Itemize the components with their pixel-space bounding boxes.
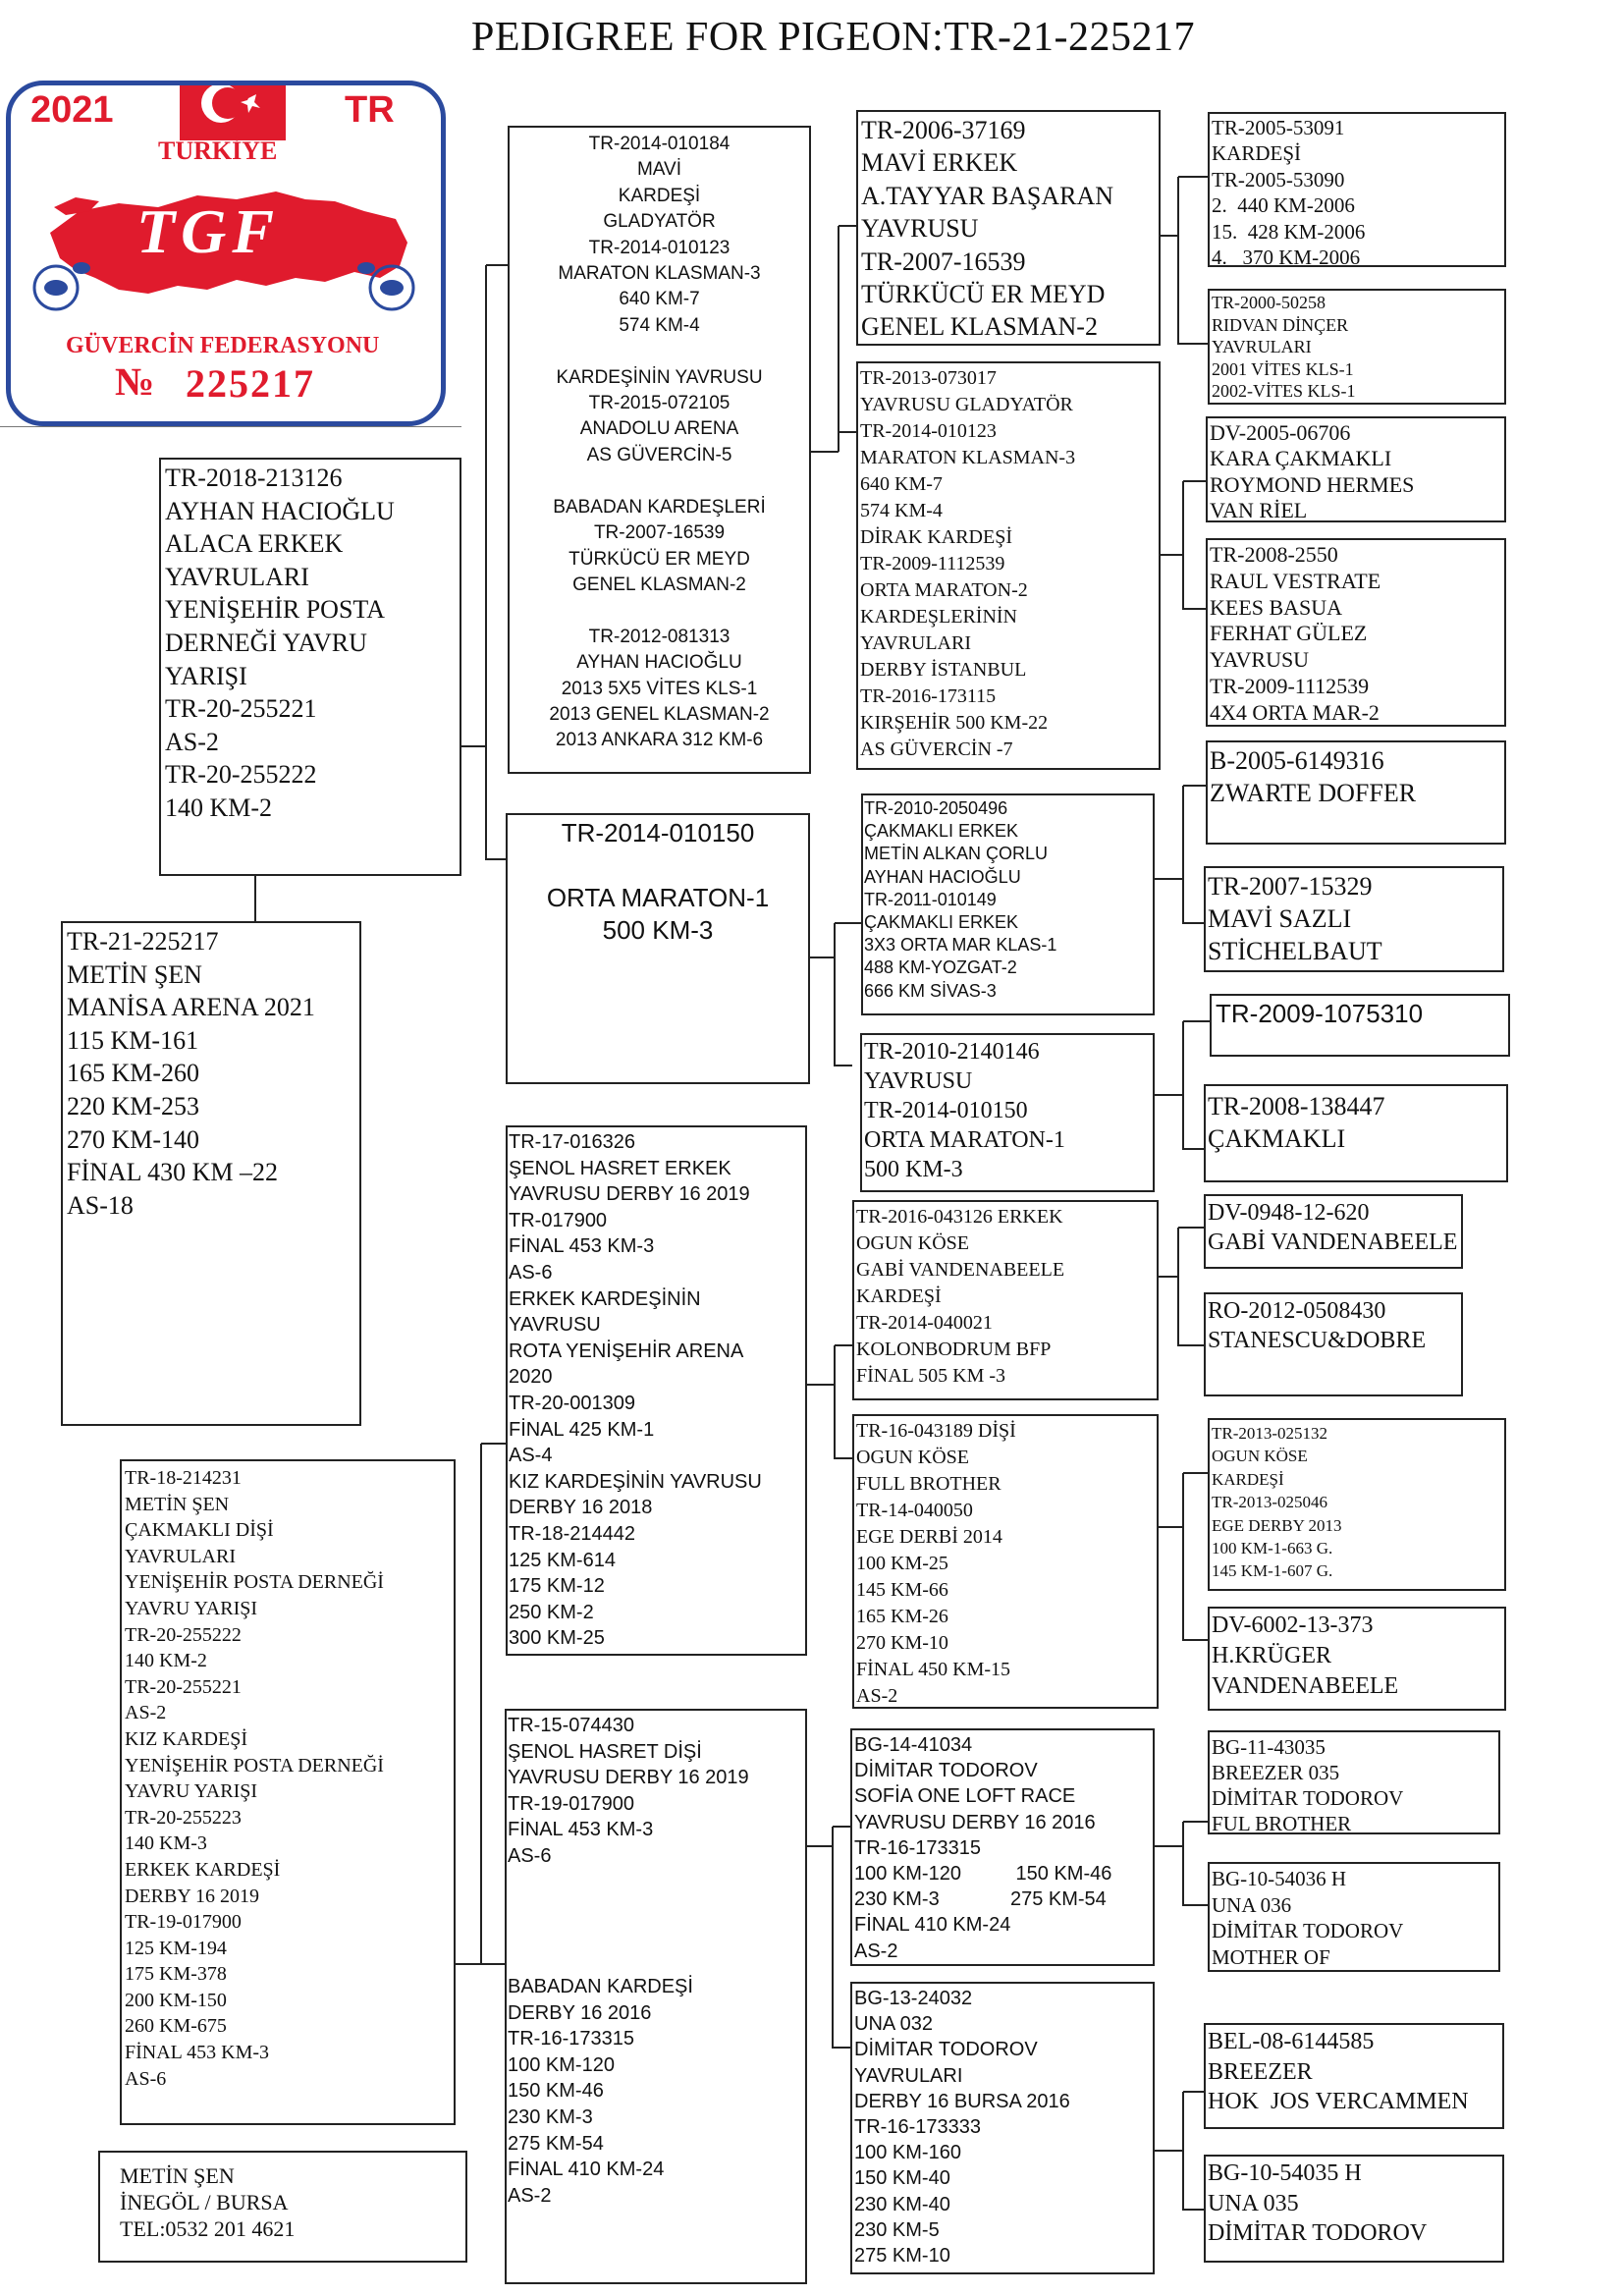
pedigree-line: 230 KM-3	[508, 2105, 593, 2128]
pedigree-line: YAVRU YARIŞI	[125, 1780, 258, 1803]
pedigree-line: DV-6002-13-373	[1212, 1613, 1374, 1638]
pedigree-line: TR-2008-2550	[1210, 542, 1338, 567]
pedigree-line: BREEZER 035	[1212, 1761, 1340, 1784]
pedigree-line: AS-6	[509, 1261, 553, 1284]
pedigree-line: DERBY 16 2019	[125, 1885, 260, 1907]
pedigree-line: DİMİTAR TODOROV	[1212, 1919, 1404, 1943]
pedigree-line: FİNAL 430 KM –22	[67, 1158, 278, 1187]
pedigree-line: TR-2005-53091	[1212, 116, 1345, 139]
pedigree-line: TR-2014-040021	[856, 1312, 993, 1334]
pedigree-line: KARA ÇAKMAKLI	[1210, 446, 1392, 471]
pedigree-line: MARATON KLASMAN-3	[860, 447, 1076, 468]
pedigree-line: RAUL VESTRATE	[1210, 568, 1381, 593]
pedigree-line	[508, 1947, 804, 1974]
pedigree-line: 140 KM-2	[125, 1650, 207, 1672]
pedigree-line: FERHAT GÜLEZ	[1210, 621, 1368, 646]
pedigree-line: 2013 GENEL KLASMAN-2	[549, 703, 770, 725]
pedigree-line: STANESCU&DOBRE	[1208, 1328, 1427, 1353]
pedigree-line: AS-2	[165, 727, 219, 756]
pedigree-line: 175 KM-378	[125, 1963, 227, 1986]
pedigree-line: TR-2009-1075310	[1216, 999, 1424, 1028]
pedigree-line: UNA 035	[1208, 2190, 1299, 2216]
pedigree-line: KIZ KARDEŞİNİN YAVRUSU	[509, 1470, 762, 1493]
pedigree-line: GENEL KLASMAN-2	[861, 312, 1098, 342]
pedigree-line: FİNAL 453 KM-3	[508, 1819, 654, 1841]
pedigree-line: YAVRUSU	[1210, 647, 1310, 673]
pedigree-line: ŞENOL HASRET ERKEK	[509, 1157, 731, 1179]
pedigree-line: 100 KM-120 150 KM-46	[854, 1863, 1112, 1886]
pedigree-line	[512, 339, 807, 364]
pedigree-line: METİN ŞEN	[67, 959, 202, 989]
pedigree-line: 220 KM-253	[67, 1091, 200, 1121]
pedigree-line: EGE DERBY 2013	[1212, 1515, 1342, 1535]
dds-box	[850, 1728, 1155, 1966]
pedigree-line: DİMİTAR TODOROV	[854, 2039, 1038, 2061]
pedigree-line: ORTA MARATON-2	[860, 579, 1028, 601]
g5-box	[1206, 740, 1506, 845]
pedigree-line: AS-2	[508, 2184, 552, 2207]
pedigree-line: TR-2007-15329	[1208, 872, 1373, 901]
pedigree-line: DERBY 16 2018	[509, 1497, 653, 1519]
sss-box	[856, 110, 1161, 346]
pedigree-line: 3X3 ORTA MAR KLAS-1	[864, 935, 1057, 956]
pedigree-line: H.KRÜGER	[1212, 1643, 1332, 1668]
dsd-box	[852, 1414, 1159, 1709]
pedigree-line: 260 KM-675	[125, 2015, 227, 2038]
g16-box	[1204, 2155, 1504, 2263]
pedigree-line: 2. 440 KM-2006	[1212, 193, 1355, 218]
pedigree-line: FİNAL 453 KM-3	[125, 2042, 270, 2064]
pedigree-line: 275 KM-54	[508, 2132, 604, 2155]
pedigree-line: TR-21-225217	[67, 927, 219, 956]
pedigree-line: KARDEŞİ	[618, 185, 701, 206]
pedigree-line	[512, 598, 807, 624]
pigeon-box	[61, 921, 361, 1426]
g1-box	[1208, 112, 1506, 267]
pedigree-line: GABİ VANDENABEELE	[1208, 1230, 1458, 1255]
pedigree-line: TR-2010-2140146	[864, 1039, 1040, 1065]
pedigree-line: FİNAL 410 KM-24	[854, 1914, 1011, 1937]
pedigree-line: ÇAKMAKLI DİŞİ	[125, 1519, 274, 1542]
sire-dam-box	[506, 813, 810, 1084]
pedigree-line: ALACA ERKEK	[165, 529, 344, 559]
sire-sire-box	[508, 126, 811, 774]
pedigree-line: ROYMOND HERMES	[1210, 471, 1415, 497]
pedigree-line: TR-17-016326	[509, 1131, 635, 1153]
pedigree-line: ZWARTE DOFFER	[1210, 779, 1417, 807]
pedigree-line: TR-017900	[509, 1209, 608, 1231]
pedigree-line: TR-20-255223	[125, 1806, 242, 1829]
pedigree-line: 4X4 ORTA MAR-2	[1210, 699, 1380, 725]
pedigree-line: 125 KM-614	[509, 1549, 616, 1571]
pedigree-line: KEES BASUA	[1210, 594, 1343, 620]
pedigree-line: TR-2016-043126 ERKEK	[856, 1206, 1063, 1228]
pedigree-line: FİNAL 410 KM-24	[508, 2159, 665, 2181]
pedigree-line: ORTA MARATON-1	[864, 1127, 1065, 1153]
pedigree-line: TR-16-173315	[854, 1836, 981, 1859]
pedigree-line: TR-2014-010123	[860, 420, 997, 442]
pedigree-line: 2001 VİTES KLS-1	[1212, 358, 1354, 379]
pedigree-line: 666 KM SİVAS-3	[864, 980, 997, 1001]
pedigree-line: AS-6	[125, 2067, 167, 2090]
pedigree-line: A.TAYYAR BAŞARAN	[861, 181, 1114, 210]
pedigree-line: ERKEK KARDEŞİNİN	[509, 1287, 701, 1310]
pedigree-line: 4. 370 KM-2006	[1212, 246, 1361, 267]
logo-country: TÜRKİYE	[158, 137, 278, 165]
sds-box	[861, 793, 1155, 1015]
pedigree-line: MARATON KLASMAN-3	[558, 263, 761, 285]
g6-box	[1204, 866, 1504, 972]
pedigree-line: KARDEŞİ	[1212, 141, 1302, 166]
ddd-box	[850, 1982, 1155, 2274]
pedigree-line: 300 KM-25	[509, 1627, 605, 1650]
logo-number-sign: №	[115, 359, 155, 404]
pedigree-line: MOTHER OF	[1212, 1944, 1330, 1969]
pedigree-line: TR-19-017900	[125, 1911, 242, 1934]
pedigree-line: YAVRULARI	[125, 1545, 236, 1567]
pedigree-line: MAVİ	[636, 159, 682, 181]
pedigree-line: TR-2008-138447	[1208, 1092, 1385, 1121]
pedigree-line: KARDEŞİ	[1212, 1469, 1284, 1489]
pedigree-line: TR-2006-37169	[861, 116, 1026, 144]
pedigree-line: YAVRUSU DERBY 16 2016	[854, 1811, 1096, 1833]
dam-box	[120, 1459, 456, 2125]
pedigree-line: 500 KM-3	[864, 1157, 963, 1182]
pedigree-line: AS GÜVERCİN -7	[860, 738, 1013, 760]
pedigree-line: SOFİA ONE LOFT RACE	[854, 1785, 1076, 1808]
pedigree-line: YAVRUSU	[864, 1068, 973, 1094]
dss-box	[852, 1200, 1159, 1400]
pedigree-line: KIRŞEHİR 500 KM-22	[860, 712, 1049, 734]
pedigree-line: TR-2007-16539	[861, 246, 1026, 276]
pedigree-line: 275 KM-10	[854, 2245, 950, 2268]
pedigree-line: TR-2007-16539	[593, 522, 726, 544]
pedigree-line: BG-11-43035	[1212, 1735, 1326, 1759]
pedigree-line: TR-2014-010150	[561, 818, 755, 847]
pedigree-line: 250 KM-2	[509, 1601, 594, 1623]
owner-phone: TEL:0532 201 4621	[120, 2216, 296, 2241]
pedigree-line: AS-2	[854, 1940, 898, 1962]
pedigree-line: BREEZER	[1208, 2058, 1313, 2085]
g3-box	[1206, 416, 1506, 522]
pedigree-line: YAVRUSU DERBY 16 2019	[508, 1767, 749, 1789]
sdd-box	[860, 1033, 1155, 1192]
pedigree-line: BG-13-24032	[854, 1988, 973, 2009]
pedigree-line: YAVRULARI	[860, 632, 971, 654]
pedigree-line: BABADAN KARDEŞLERİ	[553, 496, 766, 518]
pedigree-line: TR-20-255222	[125, 1623, 242, 1646]
pedigree-line: OGUN KÖSE	[1212, 1447, 1308, 1466]
pedigree-line: ÇAKMAKLI	[1208, 1124, 1346, 1153]
pedigree-line: FİNAL 505 KM -3	[856, 1365, 1006, 1387]
pedigree-line: TR-20-255221	[125, 1675, 242, 1698]
pedigree-line: MANİSA ARENA 2021	[67, 993, 315, 1022]
g12-box	[1208, 1607, 1506, 1711]
pedigree-line: TR-2013-025046	[1212, 1493, 1328, 1512]
g4-box	[1206, 538, 1506, 727]
logo-acronym: TGF	[136, 196, 280, 266]
pedigree-line: 2002-VİTES KLS-1	[1212, 381, 1356, 402]
g7-box	[1210, 994, 1510, 1057]
pedigree-line: ŞENOL HASRET DİŞİ	[508, 1740, 702, 1763]
pedigree-line	[508, 1922, 804, 1948]
pedigree-line: TÜRKÜCÜ ER MEYD	[568, 548, 750, 570]
pedigree-line: 270 KM-10	[856, 1632, 948, 1654]
pedigree-line: 145 KM-1-607 G.	[1212, 1561, 1333, 1581]
pedigree-line: KARDEŞİ	[856, 1285, 942, 1307]
pedigree-line: 145 KM-66	[856, 1579, 948, 1601]
pedigree-line: YAVRUSU	[509, 1314, 601, 1337]
pedigree-line: KOLONBODRUM BFP	[856, 1339, 1052, 1360]
pedigree-line: DERNEĞİ YAVRU	[165, 628, 367, 657]
pedigree-line: YAVRULARI	[165, 562, 309, 591]
pedigree-line: AYHAN HACIOĞLU	[864, 866, 1021, 887]
pedigree-line: VANDENABEELE	[1212, 1673, 1399, 1699]
pedigree-line: DİMİTAR TODOROV	[1208, 2220, 1428, 2247]
pedigree-line: FİNAL 450 KM-15	[856, 1659, 1011, 1680]
sire-box	[159, 458, 461, 876]
pedigree-line: TÜRKÜCÜ ER MEYD	[861, 280, 1106, 309]
pedigree-line: AYHAN HACIOĞLU	[165, 496, 395, 525]
pedigree-line: TR-15-074430	[508, 1715, 634, 1736]
pedigree-line: UNA 036	[1212, 1892, 1292, 1917]
pedigree-line: FUL BROTHER	[1212, 1812, 1352, 1834]
pedigree-line: 140 KM-2	[165, 793, 273, 822]
g15-box	[1204, 2023, 1504, 2129]
pedigree-line: FİNAL 425 KM-1	[509, 1418, 655, 1441]
pedigree-line: ROTA YENİŞEHİR ARENA	[509, 1339, 744, 1362]
pedigree-line: 230 KM-40	[854, 2193, 950, 2215]
pedigree-line	[508, 1895, 804, 1922]
pedigree-line: AS-4	[509, 1445, 553, 1467]
pedigree-line: 175 KM-12	[509, 1575, 605, 1598]
pedigree-line: DİMİTAR TODOROV	[854, 1760, 1038, 1782]
pedigree-line: 100 KM-1-663 G.	[1212, 1539, 1333, 1558]
pedigree-line: YAVRUSU GLADYATÖR	[860, 394, 1073, 415]
page-title: PEDIGREE FOR PIGEON:TR-21-225217	[471, 15, 1195, 60]
pedigree-line: YARIŞI	[165, 661, 247, 690]
logo-federation: GÜVERCİN FEDERASYONU	[66, 333, 380, 358]
g2-box	[1208, 289, 1506, 405]
pedigree-line: TR-2000-50258	[1212, 293, 1326, 312]
pedigree-line: FULL BROTHER	[856, 1473, 1001, 1495]
pedigree-line: 115 KM-161	[67, 1025, 199, 1055]
pedigree-line: YAVRU YARIŞI	[125, 1597, 258, 1619]
pedigree-line: YAVRULARI	[1212, 337, 1312, 357]
pedigree-line: HOK JOS VERCAMMEN	[1208, 2089, 1469, 2115]
pedigree-line: 574 KM-4	[860, 500, 943, 521]
pedigree-line: TR-20-001309	[509, 1392, 635, 1414]
pedigree-line	[512, 468, 807, 494]
pedigree-line: TR-18-214231	[125, 1467, 242, 1489]
pedigree-line: ORTA MARATON-1	[546, 883, 770, 912]
g13-box	[1208, 1730, 1500, 1834]
pedigree-line: TR-20-255222	[165, 760, 317, 790]
pedigree-line: YAVRUSU	[861, 214, 979, 244]
pedigree-line: AS GÜVERCİN-5	[586, 444, 732, 465]
pedigree-line: AS-18	[67, 1190, 134, 1220]
pedigree-line: BG-10-54036 H	[1212, 1867, 1347, 1890]
pedigree-line: TR-2016-173115	[860, 685, 997, 707]
pedigree-line: DİMİTAR TODOROV	[1212, 1786, 1404, 1810]
owner-name: METİN ŞEN	[120, 2163, 235, 2188]
pedigree-line: TR-2014-010123	[588, 237, 731, 258]
pedigree-line: 230 KM-3 275 KM-54	[854, 1888, 1107, 1911]
pedigree-line: YENİŞEHİR POSTA DERNEĞİ	[125, 1571, 384, 1594]
pedigree-line: TR-2018-213126	[165, 464, 343, 492]
pedigree-line: STİCHELBAUT	[1208, 937, 1382, 965]
pedigree-line: TR-2005-53090	[1212, 167, 1345, 191]
pedigree-line: 165 KM-26	[856, 1606, 948, 1627]
pedigree-line: TR-2009-1112539	[1210, 673, 1370, 698]
g11-box	[1208, 1418, 1506, 1591]
pedigree-line: 488 KM-YOZGAT-2	[864, 957, 1017, 978]
pedigree-line: 150 KM-46	[508, 2080, 604, 2103]
pedigree-line: EGE DERBİ 2014	[856, 1526, 1002, 1548]
pedigree-line: YENİŞEHİR POSTA DERNEĞİ	[125, 1754, 384, 1777]
pedigree-line: 200 KM-150	[125, 1989, 227, 2011]
pedigree-line: 2013 5X5 VİTES KLS-1	[561, 678, 758, 699]
pedigree-line: 150 KM-40	[854, 2167, 950, 2190]
pedigree-line: OGUN KÖSE	[856, 1447, 969, 1468]
pedigree-line: 140 KM-3	[125, 1832, 207, 1855]
pedigree-line: 500 KM-3	[602, 915, 714, 945]
pedigree-line: KIZ KARDEŞİ	[125, 1727, 247, 1750]
pedigree-line: TR-2013-073017	[860, 367, 997, 389]
pedigree-line: RO-2012-0508430	[1208, 1298, 1386, 1324]
pedigree-line	[508, 1870, 804, 1896]
pedigree-line: B-2005-6149316	[1210, 746, 1384, 775]
pedigree-line: TR-16-043189 DİŞİ	[856, 1420, 1016, 1442]
pedigree-line: FİNAL 453 KM-3	[509, 1235, 655, 1258]
owner-location: İNEGÖL / BURSA	[120, 2190, 289, 2214]
owner-box	[98, 2151, 467, 2263]
pedigree-line: 640 KM-7	[860, 473, 943, 495]
pedigree-line: AYHAN HACIOĞLU	[576, 652, 742, 674]
logo-country-code: TR	[345, 89, 395, 131]
ssd-box	[856, 361, 1161, 770]
dam-sire-box	[506, 1125, 807, 1656]
pedigree-line: DERBY 16 2016	[508, 2001, 652, 2024]
pedigree-line: GABİ VANDENABEELE	[856, 1259, 1065, 1281]
g14-box	[1208, 1862, 1500, 1972]
pedigree-line: TR-19-017900	[508, 1792, 634, 1815]
pedigree-line: 574 KM-4	[619, 314, 700, 336]
pedigree-line: 2013 ANKARA 312 KM-6	[555, 730, 764, 751]
pedigree-line: BG-14-41034	[854, 1734, 973, 1756]
pedigree-line: TR-2009-1112539	[860, 553, 1005, 574]
pedigree-line: DİRAK KARDEŞİ	[860, 526, 1012, 548]
pedigree-line: BABADAN KARDEŞİ	[508, 1975, 693, 1997]
pedigree-line: TR-16-173315	[508, 2028, 634, 2050]
pedigree-line: DV-2005-06706	[1210, 420, 1351, 445]
pedigree-line: BEL-08-6144585	[1208, 2029, 1375, 2054]
pedigree-line: TR-2014-010150	[864, 1098, 1028, 1123]
pedigree-line: ÇAKMAKLI ERKEK	[864, 821, 1019, 842]
pedigree-line: METİN ALKAN ÇORLU	[864, 844, 1049, 864]
g8-box	[1204, 1084, 1508, 1182]
logo-year: 2021	[30, 89, 114, 131]
pedigree-line: 125 KM-194	[125, 1937, 227, 1959]
pedigree-line: METİN ŞEN	[125, 1493, 230, 1515]
pedigree-line: TR-20-255221	[165, 694, 317, 724]
pedigree-line: UNA 032	[854, 2013, 934, 2036]
pedigree-line: TR-18-214442	[509, 1522, 635, 1545]
g10-box	[1204, 1292, 1463, 1396]
pedigree-line: ERKEK KARDEŞİ	[125, 1858, 281, 1881]
pedigree-line: DERBY İSTANBUL	[860, 659, 1027, 681]
pedigree-line: YENİŞEHİR POSTA	[165, 595, 385, 625]
pedigree-line: 100 KM-25	[856, 1553, 948, 1574]
pedigree-line: TR-2014-010184	[588, 134, 731, 154]
pedigree-line: TR-2013-025132	[1212, 1424, 1328, 1443]
pedigree-line: MAVİ ERKEK	[861, 148, 1018, 178]
pedigree-line: 270 KM-140	[67, 1124, 200, 1154]
pedigree-line: DERBY 16 BURSA 2016	[854, 2090, 1070, 2112]
pedigree-line: 100 KM-160	[854, 2142, 961, 2164]
pedigree-line: YAVRULARI	[854, 2064, 963, 2087]
pedigree-line: AS-6	[508, 1844, 552, 1867]
pedigree-line: TR-14-040050	[856, 1500, 973, 1521]
pedigree-line: TR-16-173333	[854, 2116, 981, 2139]
pedigree-line: 2020	[509, 1366, 553, 1389]
pedigree-line	[510, 849, 806, 882]
logo-ring-number: 225217	[186, 361, 315, 406]
pedigree-line: 230 KM-5	[854, 2218, 940, 2241]
pedigree-line: BG-10-54035 H	[1208, 2160, 1362, 2186]
pedigree-line: MAVİ SAZLI	[1208, 904, 1352, 933]
pedigree-line: VAN RİEL	[1210, 498, 1308, 522]
pedigree-line: TR-2011-010149	[864, 889, 997, 909]
g9-box	[1204, 1194, 1463, 1269]
pedigree-line: 640 KM-7	[619, 289, 700, 310]
pedigree-line: 15. 428 KM-2006	[1212, 219, 1366, 244]
pedigree-line: AS-2	[125, 1702, 167, 1724]
pedigree-line: TR-2012-081313	[588, 626, 731, 647]
pedigree-line: TR-2015-072105	[588, 393, 731, 414]
pedigree-line: RIDVAN DİNÇER	[1212, 314, 1349, 335]
pedigree-line: GLADYATÖR	[603, 211, 716, 233]
pedigree-line: OGUN KÖSE	[856, 1232, 969, 1254]
pedigree-line: ANADOLU ARENA	[579, 418, 739, 440]
pedigree-line: KARDEŞİNİN YAVRUSU	[556, 366, 763, 388]
pedigree-line: GENEL KLASMAN-2	[572, 574, 746, 595]
pedigree-line: 165 KM-260	[67, 1059, 200, 1088]
pedigree-line: DV-0948-12-620	[1208, 1200, 1370, 1226]
pedigree-line: 100 KM-120	[508, 2053, 615, 2076]
dam-dam-box	[505, 1709, 807, 2284]
pedigree-line: AS-2	[856, 1685, 898, 1707]
pedigree-line: ÇAKMAKLI ERKEK	[864, 912, 1019, 933]
pedigree-line: YAVRUSU DERBY 16 2019	[509, 1183, 750, 1206]
pedigree-line: KARDEŞLERİNİN	[860, 606, 1017, 628]
pedigree-line: TR-2010-2050496	[864, 798, 1008, 818]
